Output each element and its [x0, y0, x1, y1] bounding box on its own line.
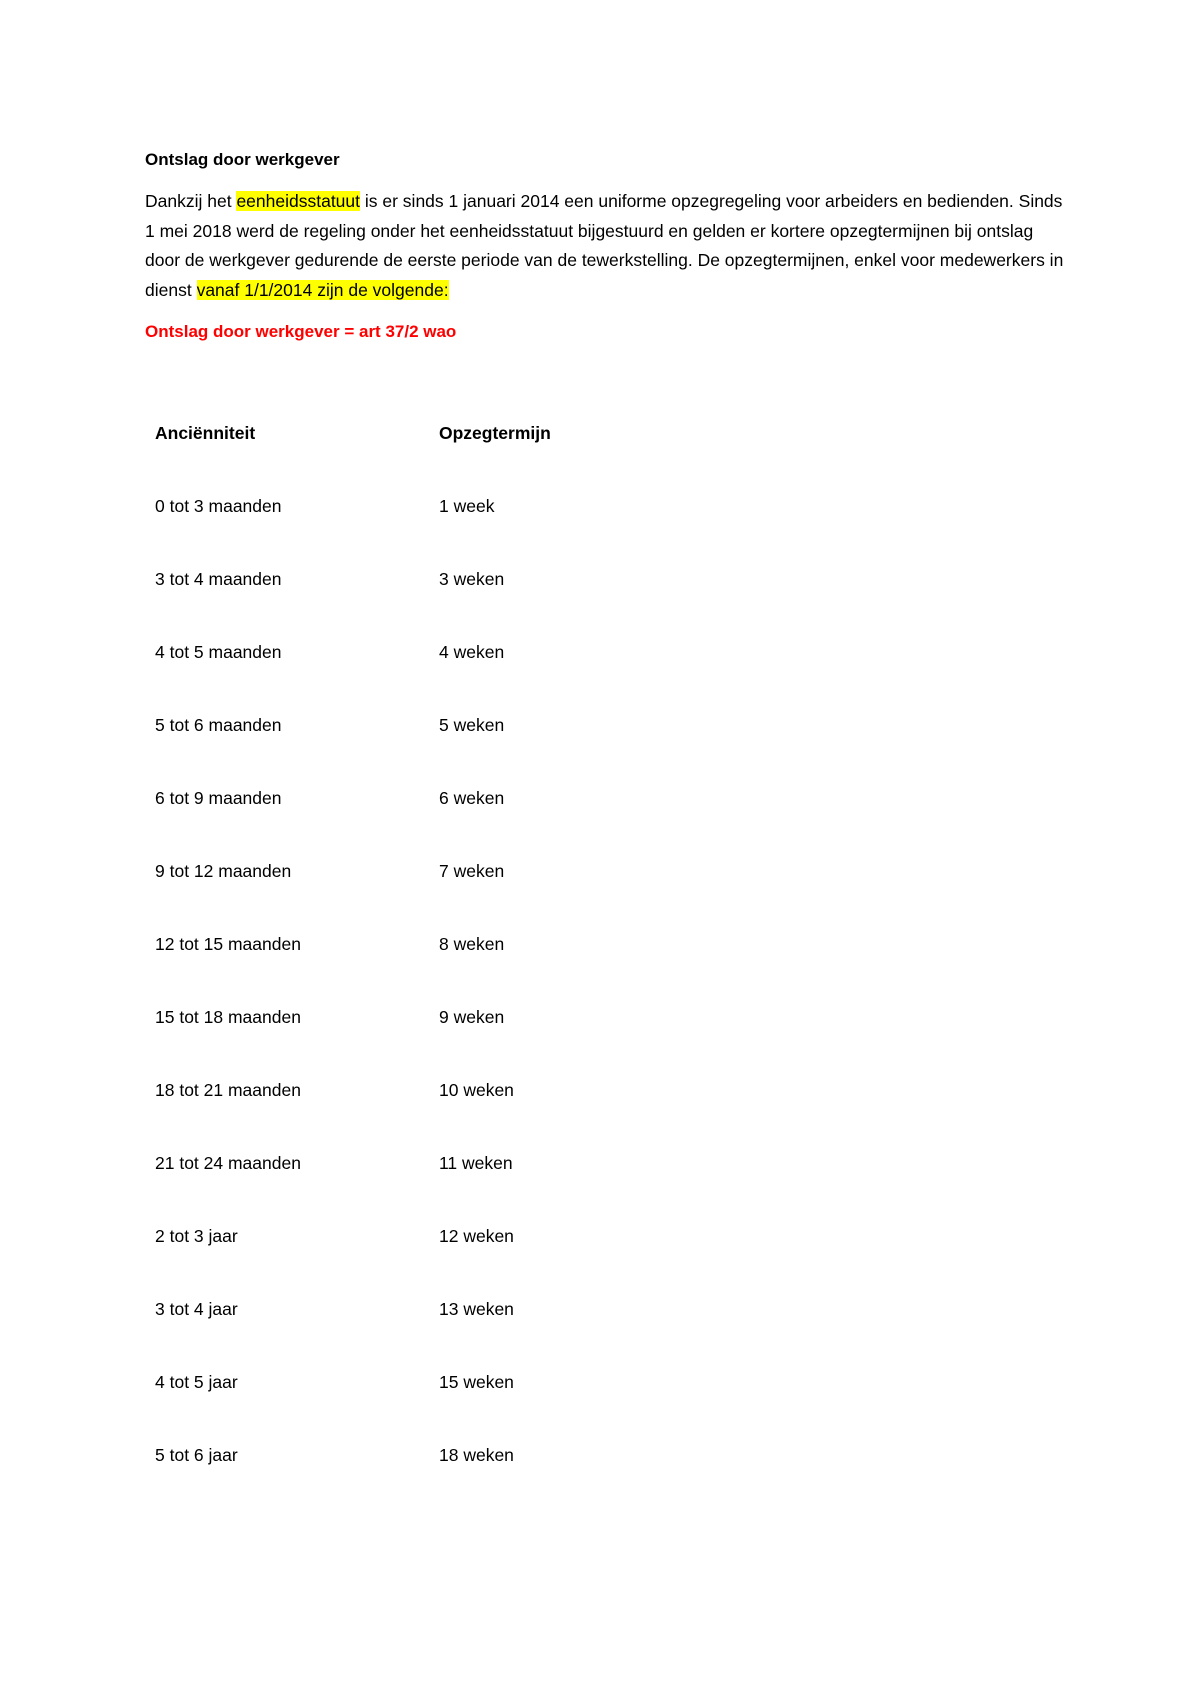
- seniority-cell: 12 tot 15 maanden: [155, 934, 301, 954]
- table-row: [155, 1369, 655, 1442]
- notice-period-cell: 12 weken: [439, 1226, 514, 1246]
- seniority-cell: 2 tot 3 jaar: [155, 1226, 238, 1246]
- seniority-cell: 5 tot 6 maanden: [155, 715, 282, 735]
- table-row: [155, 785, 655, 858]
- paragraph-text-1: Dankzij het: [145, 191, 237, 211]
- seniority-cell: 18 tot 21 maanden: [155, 1080, 301, 1100]
- column-header-notice-period: Opzegtermijn: [439, 423, 551, 443]
- notice-period-cell: 7 weken: [439, 861, 505, 881]
- notice-period-cell: 8 weken: [439, 934, 505, 954]
- table-row: [155, 1223, 655, 1296]
- table-row: [155, 1077, 655, 1150]
- table-row: [155, 858, 655, 931]
- seniority-cell: 4 tot 5 jaar: [155, 1372, 238, 1392]
- column-header-seniority: Anciënniteit: [155, 423, 256, 443]
- document-title: Ontslag door werkgever: [145, 150, 340, 169]
- highlighted-phrase: vanaf 1/1/2014 zijn de volgende:: [196, 279, 449, 300]
- notice-period-cell: 10 weken: [439, 1080, 514, 1100]
- notice-period-cell: 3 weken: [439, 569, 505, 589]
- table-row: [155, 566, 655, 639]
- notice-period-cell: 4 weken: [439, 642, 505, 662]
- seniority-cell: 15 tot 18 maanden: [155, 1007, 301, 1027]
- seniority-cell: 9 tot 12 maanden: [155, 861, 292, 881]
- table-row: [155, 931, 655, 1004]
- intro-paragraph: [145, 187, 1065, 305]
- seniority-cell: 5 tot 6 jaar: [155, 1445, 238, 1465]
- table-row: [155, 1150, 655, 1223]
- seniority-cell: 3 tot 4 jaar: [155, 1299, 238, 1319]
- table-row: [155, 712, 655, 785]
- seniority-cell: 3 tot 4 maanden: [155, 569, 282, 589]
- notice-period-cell: 9 weken: [439, 1007, 505, 1027]
- table-row: [155, 493, 655, 566]
- table-row: [155, 1442, 655, 1515]
- table-row: [155, 639, 655, 712]
- notice-period-table: [155, 420, 655, 1515]
- notice-period-cell: 1 week: [439, 496, 495, 516]
- notice-period-cell: 15 weken: [439, 1372, 514, 1392]
- document-body: [145, 145, 1065, 347]
- notice-period-cell: 5 weken: [439, 715, 505, 735]
- seniority-cell: 4 tot 5 maanden: [155, 642, 282, 662]
- paragraph-text-2: is er sinds 1 januari 2014 een uniforme opzegregeling voor arbeiders en bedienden. Sinds 1 mei 2018 werd de regeling onder het eenheidsstatuut bijgestuurd en gelden er kortere opzegtermijnen bij ontslag door de werkgever gedurende de eerste periode van de tewerkstelling. De opzegtermijnen, enkel voor medewerkers in dienst: [145, 191, 1064, 300]
- notice-period-cell: 6 weken: [439, 788, 505, 808]
- notice-period-cell: 13 weken: [439, 1299, 514, 1319]
- seniority-cell: 0 tot 3 maanden: [155, 496, 282, 516]
- table-row: [155, 1296, 655, 1369]
- seniority-cell: 21 tot 24 maanden: [155, 1153, 301, 1173]
- table-header-row: [155, 420, 655, 493]
- highlighted-term: eenheidsstatuut: [236, 191, 361, 211]
- table-row: [155, 1004, 655, 1077]
- section-subtitle: Ontslag door werkgever = art 37/2 wao: [145, 322, 457, 341]
- seniority-cell: 6 tot 9 maanden: [155, 788, 282, 808]
- notice-period-cell: 18 weken: [439, 1445, 514, 1465]
- notice-period-cell: 11 weken: [439, 1153, 513, 1173]
